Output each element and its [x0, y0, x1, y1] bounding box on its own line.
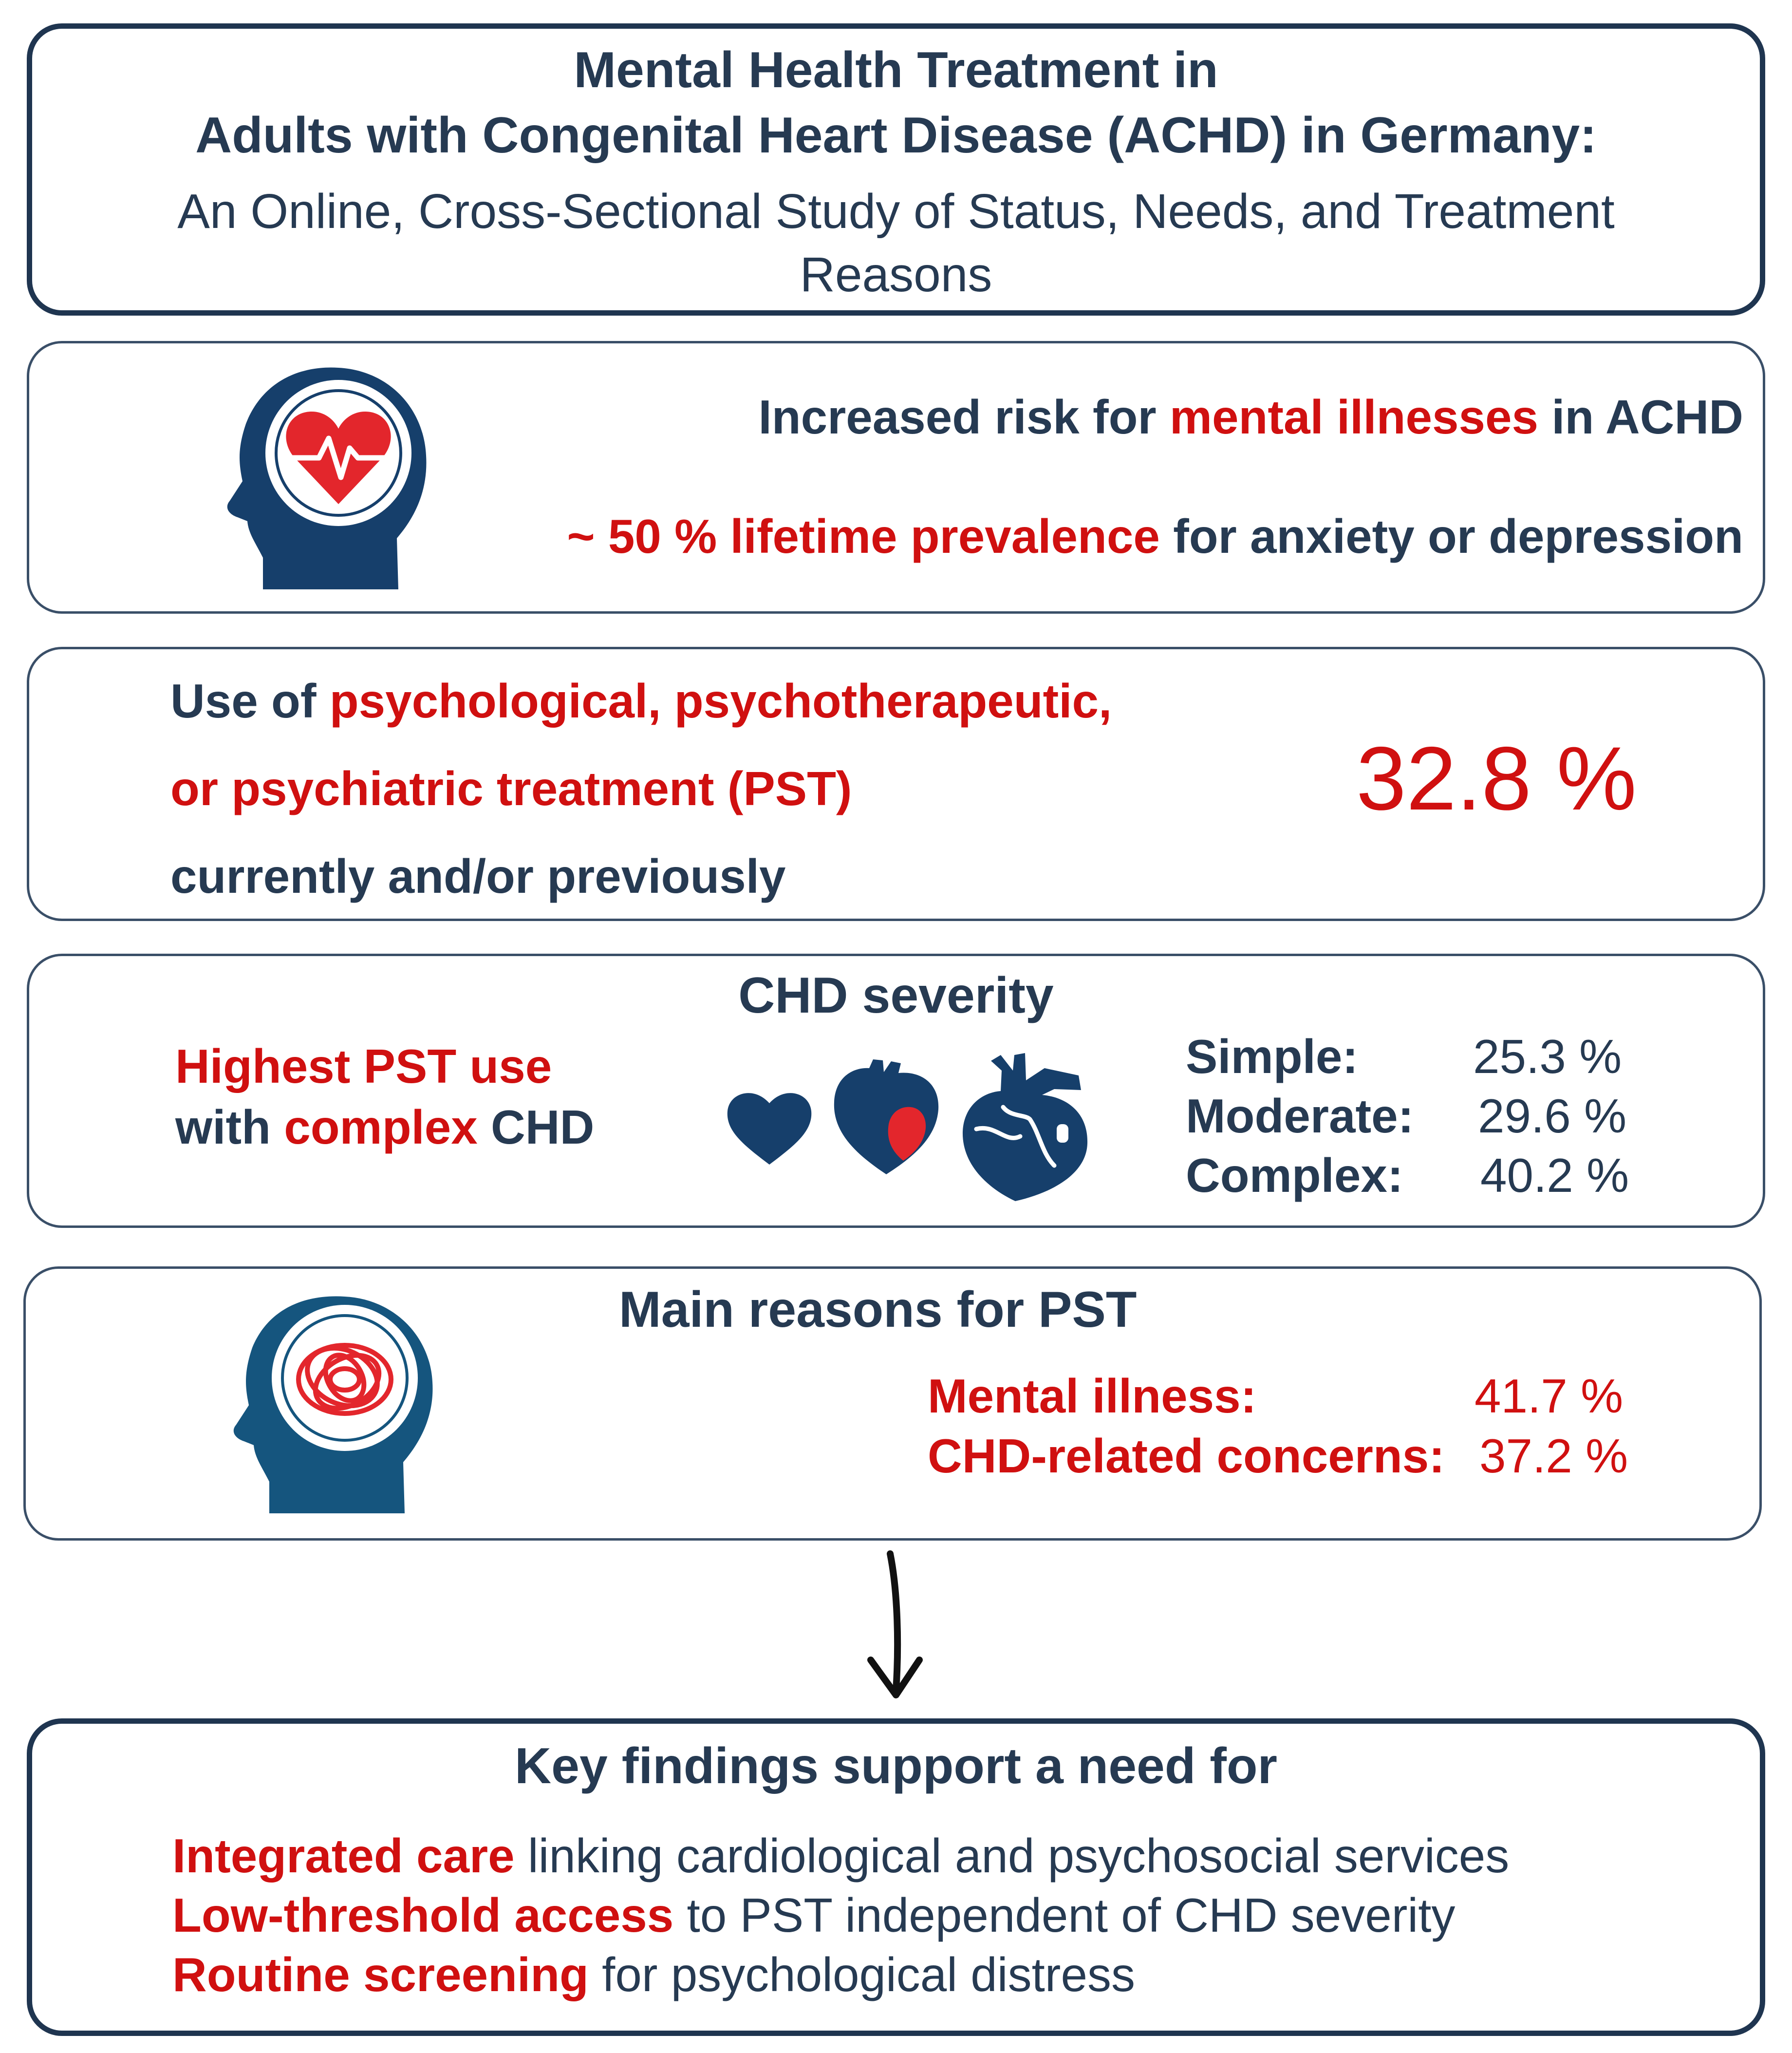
conclusion-highlight-routine-screening: Routine screening	[172, 1948, 589, 2001]
simple-heart-icon	[726, 1088, 813, 1166]
conclusion-highlight-integrated-care: Integrated care	[172, 1829, 515, 1883]
severity-highlight-complex: complex	[284, 1100, 478, 1154]
conclusion-item-integrated-care	[172, 1828, 1509, 1883]
conclusion-item-routine-screening	[172, 1947, 1135, 2002]
severity-value-moderate: 29.6 %	[1478, 1089, 1627, 1143]
severity-left-line-2-post: CHD	[477, 1100, 595, 1154]
complex-heart-icon	[957, 1051, 1093, 1202]
title-box	[27, 23, 1765, 316]
reasons-value-mental-illness: 41.7 %	[1475, 1369, 1624, 1423]
conclusion-text-routine-screening: for psychological distress	[588, 1948, 1135, 2001]
risk-line-1	[759, 390, 1743, 445]
severity-left-line-2	[175, 1100, 594, 1155]
title-line-2: Adults with Congenital Heart Disease (ACHD) in Germany:	[195, 107, 1597, 164]
risk-highlight-lifetime-prevalence: ~ 50 % lifetime prevalence	[567, 509, 1160, 563]
severity-left-line-1: Highest PST use	[175, 1039, 552, 1093]
conclusion-item-low-threshold	[172, 1888, 1455, 1943]
moderate-heart-icon	[830, 1058, 942, 1175]
risk-line-1-post: in ACHD	[1538, 390, 1743, 444]
risk-line-1-pre: Increased risk for	[758, 390, 1170, 444]
conclusion-text-low-threshold: to PST independent of CHD severity	[673, 1888, 1456, 1942]
risk-line-2	[567, 509, 1743, 564]
usage-line-1-pre: Use of	[170, 674, 330, 728]
reasons-heading: Main reasons for PST	[619, 1281, 1137, 1338]
reasons-box	[23, 1266, 1762, 1541]
usage-highlight-treatment-types: psychological, psychotherapeutic,	[329, 674, 1112, 728]
down-arrow-icon	[862, 1549, 930, 1705]
conclusion-text-integrated-care: linking cardiological and psychosocial services	[514, 1829, 1510, 1883]
subtitle-line-1: An Online, Cross-Sectional Study of Status, Needs, and Treatment	[177, 184, 1615, 239]
conclusion-box	[27, 1718, 1765, 2036]
severity-value-simple: 25.3 %	[1473, 1030, 1622, 1083]
conclusion-highlight-low-threshold: Low-threshold access	[172, 1888, 674, 1942]
reasons-value-chd-concerns: 37.2 %	[1479, 1429, 1628, 1483]
reasons-label-mental-illness: Mental illness:	[928, 1369, 1257, 1423]
risk-line-2-post: for anxiety or depression	[1159, 509, 1743, 563]
usage-line-2: or psychiatric treatment (PST)	[170, 762, 852, 815]
head-brain-icon	[225, 1294, 440, 1513]
head-heart-icon	[219, 365, 433, 589]
usage-line-1	[170, 674, 1112, 729]
severity-value-complex: 40.2 %	[1480, 1149, 1629, 1202]
severity-label-simple: Simple:	[1186, 1030, 1358, 1083]
title-line-1: Mental Health Treatment in	[574, 42, 1218, 98]
usage-percentage: 32.8 %	[1356, 729, 1637, 829]
risk-box	[27, 341, 1765, 614]
severity-label-complex: Complex:	[1186, 1149, 1403, 1202]
risk-highlight-mental-illnesses: mental illnesses	[1169, 390, 1538, 444]
reasons-label-chd-concerns: CHD-related concerns:	[928, 1429, 1445, 1483]
usage-box	[27, 647, 1765, 921]
severity-heading: CHD severity	[738, 967, 1054, 1024]
severity-label-moderate: Moderate:	[1186, 1089, 1414, 1143]
subtitle-line-2: Reasons	[800, 247, 992, 302]
severity-box	[27, 954, 1765, 1228]
usage-line-3: currently and/or previously	[170, 849, 786, 903]
conclusion-heading: Key findings support a need for	[515, 1738, 1277, 1794]
severity-left-line-2-pre: with	[175, 1100, 284, 1154]
